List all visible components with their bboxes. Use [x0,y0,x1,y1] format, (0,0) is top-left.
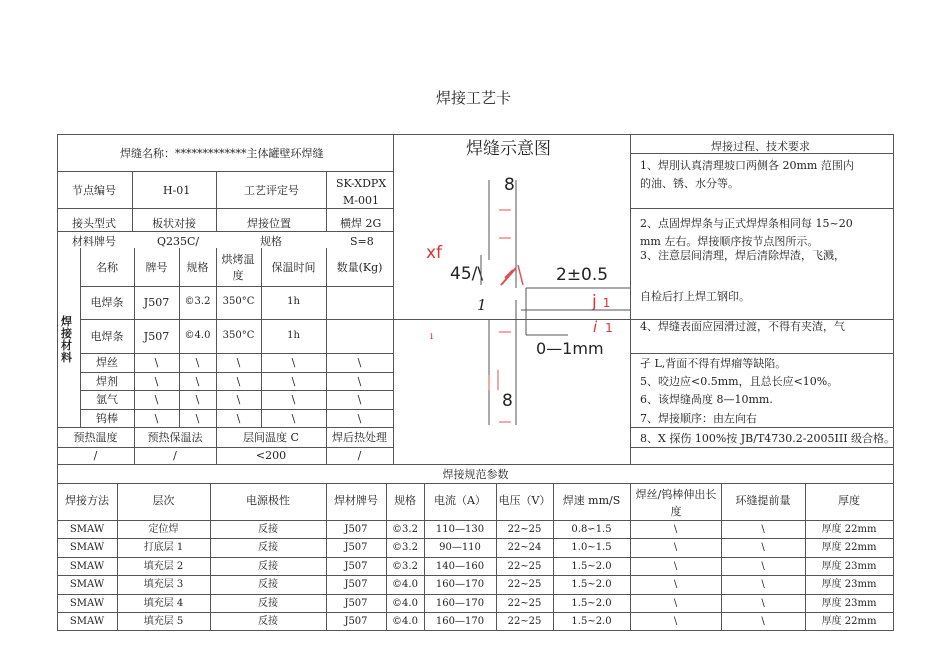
diagram-i1: i 1 [593,318,613,336]
joint-type-label: 接头型式 [72,217,116,230]
params-cell: \ [761,542,765,553]
node-no-value: H-01 [163,184,191,197]
diagram-bottom-thickness: 8 [502,391,513,411]
preheat-value: / [93,449,98,462]
mat-cell: \ [357,412,362,425]
params-cell: SMAW [69,616,105,627]
requirement-line: 6、该焊缝咼度 8—10mm. [640,393,773,406]
params-cell: ©3.2 [392,542,418,553]
params-cell: \ [761,561,765,572]
requirement-line: 8、X 探伤 100%按 JB/T4730.2-2005III 级合格。 [640,432,896,445]
diagram-j1: j 1 [592,292,611,312]
params-cell: 1.5~2.0 [571,598,612,609]
mat-cell: \ [154,412,159,425]
mat-cell: \ [357,356,362,369]
params-header: 电流（A） [434,494,486,507]
mat-cell: \ [291,375,296,388]
preheat-value: <200 [255,449,287,462]
node-no-label: 节点编号 [72,184,116,197]
params-cell: 厚度 23mm [821,561,877,572]
mat-cell: 350°C [222,330,255,341]
requirement-line: 5、咬边应<0.5mm，且总长应<10%。 [640,375,839,388]
weld-pos-value: 横焊 2G [340,217,382,230]
materials-side-label: 焊接材料 [61,315,72,364]
params-cell: J507 [344,561,368,572]
params-cell: ©4.0 [392,598,418,609]
requirement-line: 2、点固焊焊条与正式焊焊条相同每 15~20 [640,217,853,230]
params-cell: 1.0~1.5 [571,542,612,553]
mat-cell: 电焊条 [90,296,124,309]
mat-cell: 350°C [222,296,255,307]
params-cell: 22~25 [507,579,542,590]
mat-cell: \ [291,356,296,369]
proc-eval-value-1: SK-XDPX [336,177,387,190]
mat-cell: 焊剂 [96,375,118,388]
params-cell: J507 [344,542,368,553]
page-title: 焊接工艺卡 [436,89,512,107]
diagram-root-face: 0—1mm [536,339,604,358]
params-cell: \ [761,598,765,609]
params-cell: ©4.0 [392,616,418,627]
params-header: 电压（V） [498,494,551,507]
params-cell: 1.5~2.0 [571,616,612,627]
mat-cell: \ [236,356,241,369]
requirements-header: 焊接过程、技术要求 [711,140,810,153]
params-header: 焊接方法 [65,494,109,507]
preheat-header: 预热保温法 [147,431,203,444]
material-label: 材料牌号 [72,235,116,248]
params-cell: 22~25 [507,616,542,627]
params-cell: J507 [344,579,368,590]
mat-cell: \ [236,393,241,406]
proc-eval-value-2: M-001 [343,194,379,207]
preheat-value: / [173,449,177,462]
material-value: Q235C/ [157,235,200,248]
params-cell: 22~25 [507,561,542,572]
params-title: 焊接规范参数 [442,468,509,481]
mat-cell: J507 [143,296,170,309]
joint-type-value: 板状对接 [152,217,196,230]
mat-cell: 焊丝 [96,356,118,369]
mat-cell: 钨棒 [96,412,118,425]
proc-eval-label: 工艺评定号 [244,184,299,197]
params-cell: 反接 [258,598,278,609]
params-cell: SMAW [69,561,105,572]
mat-cell: 电焊条 [90,330,124,343]
params-cell: 160—170 [435,616,485,627]
params-cell: ©3.2 [392,524,418,535]
params-cell: \ [673,579,678,590]
params-cell: \ [673,561,678,572]
diagram-top-thickness: 8 [504,175,515,195]
params-cell: \ [761,524,765,535]
spec-value: S=8 [350,235,374,248]
params-cell: 22~25 [507,598,542,609]
mat-header-hold: 保温时间 [271,261,316,274]
params-cell: SMAW [69,579,105,590]
mat-cell: ©3.2 [184,296,211,307]
params-cell: 填充层 5 [143,616,184,627]
params-cell: 填充层 2 [143,561,184,572]
params-cell: SMAW [69,524,105,535]
params-cell: 90—110 [439,542,481,553]
params-cell: \ [673,616,678,627]
params-cell: 反接 [258,542,278,553]
params-cell: 22~25 [507,524,542,535]
mat-cell: \ [154,375,159,388]
params-cell: 反接 [258,579,278,590]
mat-cell: \ [195,356,200,369]
mat-cell: \ [195,393,200,406]
mat-header-name: 名称 [96,261,118,274]
weld-groove-drawing [393,160,630,440]
params-cell: 厚度 23mm [821,598,877,609]
requirement-line: 3、注意层间清理，焊后清除焊渣，飞溅， [640,249,845,262]
params-cell: ©3.2 [392,561,418,572]
params-cell: 厚度 22mm [821,524,877,535]
mat-cell: \ [357,375,362,388]
params-cell: 填充层 3 [143,579,184,590]
params-header: 规格 [394,494,416,507]
mat-cell: \ [236,375,241,388]
mat-cell: \ [291,393,296,406]
requirement-line: 1、焊刖认真清理坡口两侧各 20mm 范围内 [640,159,854,172]
params-cell: 反接 [258,616,278,627]
requirement-line: 7、焊接顺序：由左向右 [640,412,757,425]
mat-cell: \ [154,393,159,406]
params-header: 层次 [152,494,175,507]
params-cell: 1.5~2.0 [571,561,612,572]
params-cell: 110—130 [435,524,485,535]
params-cell: \ [673,524,678,535]
diagram-gap: 2±0.5 [556,265,609,285]
params-cell: \ [761,579,765,590]
requirement-line: 自检后打上焊工钢印。 [640,290,750,303]
params-cell: J507 [344,524,368,535]
mat-header-bake: 烘烤温度 [221,253,255,282]
mat-cell: \ [195,375,200,388]
diagram-num-one: 1 [477,296,487,314]
requirement-line: 4、焊缝表面应园滑过渡，不得有夹渣，气 [640,320,845,333]
weld-name: 焊缝名称：*************主体罐壁环焊缝 [120,147,324,160]
params-header: 环缝提前量 [735,494,791,507]
mat-cell: \ [236,412,241,425]
mat-cell: \ [357,393,362,406]
mat-cell: 1h [287,330,300,341]
params-header: 焊材牌号 [334,494,378,507]
params-cell: J507 [344,616,368,627]
params-cell: SMAW [69,542,105,553]
mat-cell: 1h [287,296,300,307]
requirement-line: 的油、锈、水分等。 [640,177,739,190]
params-cell: 160—170 [435,598,485,609]
params-cell: 厚度 23mm [821,579,877,590]
params-cell: \ [673,598,678,609]
diagram-xf: xf [426,243,443,263]
mat-cell: \ [195,412,200,425]
params-cell: 1.5~2.0 [571,579,612,590]
params-cell: 0.8∽1.5 [571,524,612,535]
mat-cell: J507 [143,330,170,343]
weld-pos-label: 焊接位置 [247,217,291,230]
params-cell: 厚度 22mm [821,542,877,553]
params-cell: 反接 [258,524,278,535]
diagram-small-mark: ı [430,331,434,342]
diagram-title: 焊缝示意图 [466,139,551,159]
requirement-line: mm 左右。焊接顺序按节点图所示。 [640,235,819,248]
diagram-angle: 45/\ [450,264,484,284]
params-cell: J507 [344,598,368,609]
mat-header-spec: 规格 [186,261,209,274]
preheat-header: 层间温度 C [243,431,299,444]
spec-label: 规格 [260,235,282,248]
params-cell: 160—170 [435,579,485,590]
params-cell: ©4.0 [392,579,418,590]
preheat-value: / [357,449,362,462]
params-cell: \ [673,542,678,553]
params-header: 焊丝/钨棒伸出长度 [635,488,717,518]
params-header: 焊速 mm/S [562,494,621,507]
mat-header-qty: 数量(Kg) [336,261,383,274]
params-cell: 140—160 [435,561,485,572]
mat-cell: 氩气 [96,393,118,406]
params-header: 厚度 [838,494,860,507]
preheat-header: 预热温度 [73,431,118,444]
mat-cell: \ [291,412,296,425]
preheat-header: 焊后热处理 [332,431,387,444]
params-cell: SMAW [69,598,105,609]
params-cell: 22~24 [507,542,542,553]
params-header: 电源极性 [246,494,290,507]
params-cell: \ [761,616,765,627]
params-cell: 反接 [258,561,278,572]
params-cell: 填充层 4 [143,598,184,609]
params-cell: 厚度 22mm [821,616,877,627]
params-cell: 打底层 1 [143,542,184,553]
mat-cell: ©4.0 [184,330,211,341]
requirement-line: 孑 L,背面不得有焊瘤等缺陷。 [640,357,787,370]
mat-cell: \ [154,356,159,369]
mat-header-brand: 牌号 [145,261,168,274]
params-cell: 定位焊 [148,524,179,535]
